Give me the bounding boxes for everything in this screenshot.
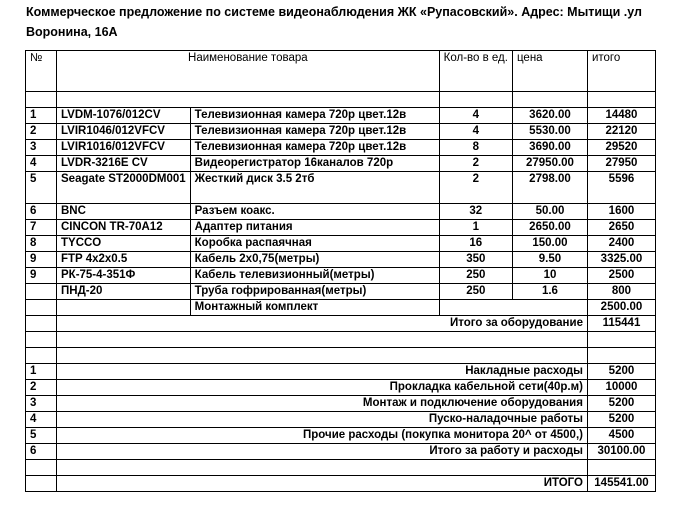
item-model: LVIR1016/012VFCV — [57, 140, 191, 156]
spacer-row — [26, 348, 656, 364]
item-model: ПНД-20 — [57, 284, 191, 300]
item-row — [26, 236, 656, 252]
spacer-row — [26, 92, 656, 108]
grand-total-row — [26, 476, 656, 492]
item-row — [26, 268, 656, 284]
item-total: 14480 — [587, 108, 655, 124]
work-num: 1 — [26, 364, 57, 380]
item-name: Разъем коакс. — [190, 204, 439, 220]
empty-cell — [439, 300, 587, 316]
empty-cell — [512, 92, 587, 108]
grand-total-value: 145541.00 — [587, 476, 655, 492]
item-name: Видеорегистратор 16каналов 720р — [190, 156, 439, 172]
work-num: 4 — [26, 412, 57, 428]
work-num: 3 — [26, 396, 57, 412]
item-model: Seagate ST2000DM001 — [57, 172, 191, 204]
header-num: № — [26, 51, 57, 92]
item-qty: 250 — [439, 268, 512, 284]
item-price: 10 — [512, 268, 587, 284]
item-model: LVDR-3216E CV — [57, 156, 191, 172]
work-num: 6 — [26, 444, 57, 460]
item-qty: 16 — [439, 236, 512, 252]
work-row — [26, 428, 656, 444]
empty-cell — [26, 460, 57, 476]
item-num: 9 — [26, 268, 57, 284]
work-row — [26, 364, 656, 380]
work-label: Пуско-наладочные работы — [57, 412, 588, 428]
empty-cell — [26, 92, 57, 108]
item-row — [26, 252, 656, 268]
mount-kit-total: 2500.00 — [587, 300, 655, 316]
work-label: Прокладка кабельной сети(40р.м) — [57, 380, 588, 396]
work-total: 10000 — [587, 380, 655, 396]
item-num: 2 — [26, 124, 57, 140]
item-row — [26, 156, 656, 172]
item-name: Жесткий диск 3.5 2тб — [190, 172, 439, 204]
empty-cell — [57, 460, 588, 476]
mount-kit-label: Монтажный комплект — [190, 300, 439, 316]
item-name: Адаптер питания — [190, 220, 439, 236]
item-num: 6 — [26, 204, 57, 220]
item-qty: 8 — [439, 140, 512, 156]
item-row — [26, 220, 656, 236]
spacer-row — [26, 332, 656, 348]
item-model: BNC — [57, 204, 191, 220]
item-num: 9 — [26, 252, 57, 268]
item-total: 5596 — [587, 172, 655, 204]
item-total: 3325.00 — [587, 252, 655, 268]
item-name: Кабель телевизионный(метры) — [190, 268, 439, 284]
empty-cell — [57, 300, 191, 316]
item-qty: 350 — [439, 252, 512, 268]
work-total: 30100.00 — [587, 444, 655, 460]
item-model: LVDM-1076/012CV — [57, 108, 191, 124]
empty-cell — [587, 460, 655, 476]
item-qty: 4 — [439, 108, 512, 124]
item-price: 2650.00 — [512, 220, 587, 236]
item-model: FTP 4x2x0.5 — [57, 252, 191, 268]
empty-cell — [587, 348, 655, 364]
header-qty: Кол-во в ед. — [439, 51, 512, 92]
item-price: 50.00 — [512, 204, 587, 220]
item-qty: 1 — [439, 220, 512, 236]
empty-cell — [26, 300, 57, 316]
work-total: 4500 — [587, 428, 655, 444]
header-price: цена — [512, 51, 587, 92]
empty-cell — [587, 92, 655, 108]
item-price: 5530.00 — [512, 124, 587, 140]
work-num: 2 — [26, 380, 57, 396]
item-num: 8 — [26, 236, 57, 252]
item-row — [26, 124, 656, 140]
item-total: 800 — [587, 284, 655, 300]
work-num: 5 — [26, 428, 57, 444]
item-price: 9.50 — [512, 252, 587, 268]
item-total: 22120 — [587, 124, 655, 140]
item-price: 27950.00 — [512, 156, 587, 172]
mount-kit-row — [26, 300, 656, 316]
item-qty: 4 — [439, 124, 512, 140]
work-label: Итого за работу и расходы — [57, 444, 588, 460]
item-price: 3690.00 — [512, 140, 587, 156]
item-num — [26, 284, 57, 300]
item-price: 2798.00 — [512, 172, 587, 204]
spacer-row — [26, 460, 656, 476]
equipment-total-row — [26, 316, 656, 332]
item-name: Коробка распаячная — [190, 236, 439, 252]
item-model: LVIR1046/012VFCV — [57, 124, 191, 140]
title-line-1: Коммерческое предложение по системе видеонаблюдения ЖК «Рупасовский». Адрес: Мытищи .ул — [26, 5, 642, 19]
item-price: 1.6 — [512, 284, 587, 300]
empty-cell — [57, 92, 440, 108]
item-model: РК-75-4-351Ф — [57, 268, 191, 284]
item-total: 2400 — [587, 236, 655, 252]
work-label: Прочие расходы (покупка монитора 20^ от 4500,) — [57, 428, 588, 444]
item-total: 27950 — [587, 156, 655, 172]
item-total: 1600 — [587, 204, 655, 220]
item-num: 3 — [26, 140, 57, 156]
item-num: 1 — [26, 108, 57, 124]
work-label: Накладные расходы — [57, 364, 588, 380]
item-row — [26, 284, 656, 300]
title-line-2: Воронина, 16А — [26, 25, 118, 39]
empty-cell — [57, 348, 588, 364]
work-label: Монтаж и подключение оборудования — [57, 396, 588, 412]
header-row — [26, 51, 656, 92]
item-price: 3620.00 — [512, 108, 587, 124]
equipment-total-value: 115441 — [587, 316, 655, 332]
item-qty: 32 — [439, 204, 512, 220]
empty-cell — [439, 92, 512, 108]
empty-cell — [57, 332, 588, 348]
item-num: 7 — [26, 220, 57, 236]
item-name: Кабель 2х0,75(метры) — [190, 252, 439, 268]
empty-cell — [26, 348, 57, 364]
work-total: 5200 — [587, 412, 655, 428]
item-num: 5 — [26, 172, 57, 204]
header-name: Наименование товара — [57, 51, 440, 92]
item-qty: 250 — [439, 284, 512, 300]
empty-cell — [26, 316, 57, 332]
empty-cell — [26, 476, 57, 492]
grand-total-label: ИТОГО — [57, 476, 588, 492]
empty-cell — [26, 332, 57, 348]
item-row — [26, 172, 656, 204]
document-title — [26, 2, 666, 42]
item-name: Телевизионная камера 720р цвет.12в — [190, 124, 439, 140]
item-qty: 2 — [439, 172, 512, 204]
quote-table — [25, 50, 656, 492]
item-row — [26, 140, 656, 156]
work-row — [26, 396, 656, 412]
work-total: 5200 — [587, 396, 655, 412]
item-name: Телевизионная камера 720р цвет.12в — [190, 140, 439, 156]
item-row — [26, 108, 656, 124]
work-row — [26, 380, 656, 396]
item-model: CINCON TR-70A12 — [57, 220, 191, 236]
item-model: TYCCO — [57, 236, 191, 252]
item-name: Труба гофрированная(метры) — [190, 284, 439, 300]
work-row — [26, 444, 656, 460]
work-row — [26, 412, 656, 428]
empty-cell — [587, 332, 655, 348]
item-total: 2500 — [587, 268, 655, 284]
item-row — [26, 204, 656, 220]
equipment-total-label: Итого за оборудование — [57, 316, 588, 332]
item-qty: 2 — [439, 156, 512, 172]
work-total: 5200 — [587, 364, 655, 380]
item-name: Телевизионная камера 720р цвет.12в — [190, 108, 439, 124]
item-price: 150.00 — [512, 236, 587, 252]
item-total: 2650 — [587, 220, 655, 236]
item-num: 4 — [26, 156, 57, 172]
item-total: 29520 — [587, 140, 655, 156]
header-total: итого — [587, 51, 655, 92]
